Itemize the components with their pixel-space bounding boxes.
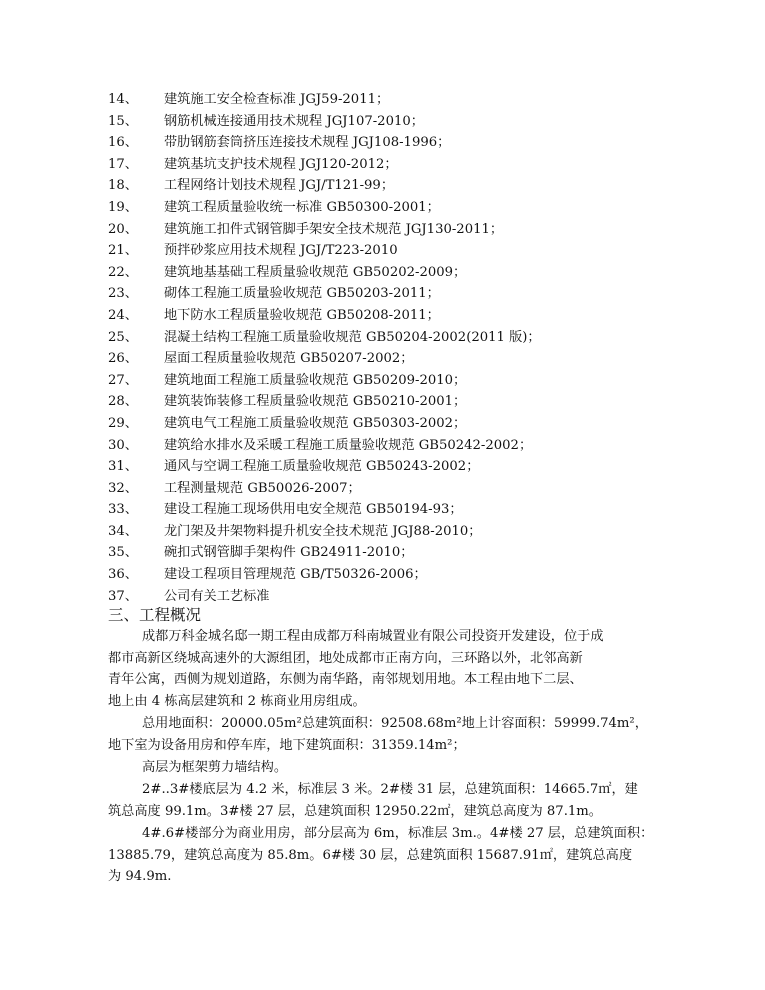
list-item — [108, 413, 541, 435]
list-item-number: 30、 — [108, 437, 138, 453]
list-item-text: 建设工程项目管理规范 GB/T50326-2006； — [164, 567, 427, 583]
list-item — [108, 197, 541, 219]
list-item-text: 龙门架及井架物料提升机安全技术规范 JGJ88-2010； — [164, 523, 482, 539]
list-item-number: 22、 — [108, 264, 138, 280]
list-item-text: 建筑地面工程施工质量验收规范 GB50209-2010； — [164, 372, 467, 388]
list-item-number: 29、 — [108, 415, 138, 431]
list-item-number: 37、 — [108, 588, 138, 604]
list-item-text: 建筑基坑支护技术规程 JGJ120-2012； — [164, 156, 398, 172]
paragraph-line: 总用地面积：20000.05m²总建筑面积：92508.68m²地上计容面积：59999.74m²， — [142, 716, 648, 731]
list-item — [108, 370, 541, 392]
list-item-number: 24、 — [108, 307, 138, 323]
list-item — [108, 348, 541, 370]
list-item — [108, 132, 541, 154]
list-item-number: 25、 — [108, 329, 138, 345]
list-item — [108, 154, 541, 176]
list-item-text: 碗扣式钢管脚手架构件 GB24911-2010； — [164, 545, 414, 561]
standards-list — [108, 89, 541, 607]
paragraph-line: 成都万科金城名邸一期工程由成都万科南城置业有限公司投资开发建设，位于成 — [142, 629, 604, 644]
list-item-text: 建筑施工安全检查标准 JGJ59-2011； — [164, 92, 390, 107]
list-item — [108, 262, 541, 284]
list-item-text: 砌体工程施工质量验收规范 GB50203-2011； — [164, 286, 440, 302]
list-item — [108, 542, 541, 564]
list-item-number: 21、 — [108, 243, 138, 259]
paragraph-line: 地下室为设备用房和停车库，地下建筑面积：31359.14m²； — [108, 737, 466, 753]
list-item-number: 31、 — [108, 459, 138, 475]
list-item-text: 工程测量规范 GB50026-2007； — [164, 480, 361, 496]
list-item — [108, 283, 541, 305]
list-item-number: 35、 — [108, 545, 138, 561]
list-item — [108, 219, 541, 241]
list-item-number: 32、 — [108, 480, 138, 496]
section-title: 三、工程概况 — [108, 606, 202, 624]
paragraph-line: 4#.6#楼部分为商业用房，部分层高为 6m，标准层 3m.。4#楼 27 层，总建筑面积： — [142, 826, 654, 841]
list-item-text: 公司有关工艺标准 — [164, 588, 270, 604]
list-item — [108, 499, 541, 521]
list-item-text: 工程网络计划技术规程 JGJ/T121-99； — [164, 178, 395, 194]
list-item-text: 建筑给水排水及采暖工程施工质量验收规范 GB50242-2002； — [164, 437, 533, 453]
list-item — [108, 240, 541, 262]
list-item-number: 16、 — [108, 135, 138, 151]
list-item-text: 建设工程施工现场供用电安全规范 GB50194-93； — [164, 502, 463, 518]
list-item-number: 36、 — [108, 567, 138, 583]
paragraph-line: 为 94.9m. — [108, 869, 172, 885]
structure-paragraph — [108, 757, 656, 779]
list-item-text: 屋面工程质量验收规范 GB50207-2002； — [164, 351, 414, 367]
list-item — [108, 521, 541, 543]
list-item — [108, 111, 541, 133]
list-item — [108, 456, 541, 478]
list-item — [108, 435, 541, 457]
list-item-text: 带肋钢筋套筒挤压连接技术规程 JGJ108-1996； — [164, 135, 451, 151]
list-item — [108, 391, 541, 413]
list-item-number: 28、 — [108, 394, 138, 410]
list-item-number: 20、 — [108, 221, 138, 237]
list-item-text: 建筑装饰装修工程质量验收规范 GB50210-2001； — [164, 394, 467, 410]
list-item-number: 27、 — [108, 372, 138, 388]
list-item-number: 26、 — [108, 351, 138, 367]
list-item — [108, 327, 541, 349]
paragraph-line: 2#..3#楼底层为 4.2 米，标准层 3 米。2#楼 31 层，总建筑面积：14665.7㎡，建 — [142, 782, 638, 797]
list-item-number: 18、 — [108, 178, 138, 194]
list-item-number: 33、 — [108, 502, 138, 518]
list-item-number: 17、 — [108, 156, 138, 172]
paragraph-line: 筑总高度 99.1m。3#楼 27 层，总建筑面积 12950.22㎡，建筑总高度为 87.1m。 — [108, 803, 602, 819]
list-item-number: 14、 — [108, 92, 138, 107]
paragraph-line: 青年公寓，西侧为规划道路，东侧为南华路，南邻规划用地。本工程由地下二层、 — [108, 672, 583, 688]
list-item — [108, 564, 541, 586]
list-item-number: 23、 — [108, 286, 138, 302]
paragraph-line: 都市高新区绕城高速外的大源组团，地处成都市正南方向，三环路以外，北邻高新 — [108, 650, 583, 666]
list-item-text: 预拌砂浆应用技术规程 JGJ/T223-2010 — [164, 243, 398, 259]
list-item — [108, 89, 541, 111]
list-item-text: 建筑施工扣件式钢管脚手架安全技术规范 JGJ130-2011； — [164, 221, 504, 237]
list-item-text: 钢筋机械连接通用技术规程 JGJ107-2010； — [164, 113, 424, 129]
list-item-text: 建筑电气工程施工质量验收规范 GB50303-2002； — [164, 415, 467, 431]
list-item — [108, 175, 541, 197]
area-paragraph — [108, 713, 656, 756]
list-item-number: 15、 — [108, 113, 138, 129]
paragraph-line: 地上由 4 栋高层建筑和 2 栋商业用房组成。 — [108, 694, 366, 710]
list-item-text: 地下防水工程质量验收规范 GB50208-2011； — [164, 307, 440, 323]
list-item-text: 建筑工程质量验收统一标准 GB50300-2001； — [164, 199, 440, 215]
buildings-4-6-paragraph — [108, 823, 656, 888]
paragraph-line: 13885.79，建筑总高度为 85.8m。6#楼 30 层，总建筑面积 15687.91㎡，建筑总高度 — [108, 847, 633, 863]
buildings-2-3-paragraph — [108, 779, 656, 822]
overview-paragraph — [108, 626, 656, 713]
list-item-text: 通风与空调工程施工质量验收规范 GB50243-2002； — [164, 459, 480, 475]
list-item-text: 建筑地基基础工程质量验收规范 GB50202-2009； — [164, 264, 467, 280]
list-item-text: 混凝土结构工程施工质量验收规范 GB50204-2002(2011 版)； — [164, 329, 541, 345]
list-item — [108, 305, 541, 327]
list-item-number: 19、 — [108, 199, 138, 215]
paragraph-line: 高层为框架剪力墙结构。 — [142, 760, 288, 775]
list-item — [108, 478, 541, 500]
list-item-number: 34、 — [108, 523, 138, 539]
